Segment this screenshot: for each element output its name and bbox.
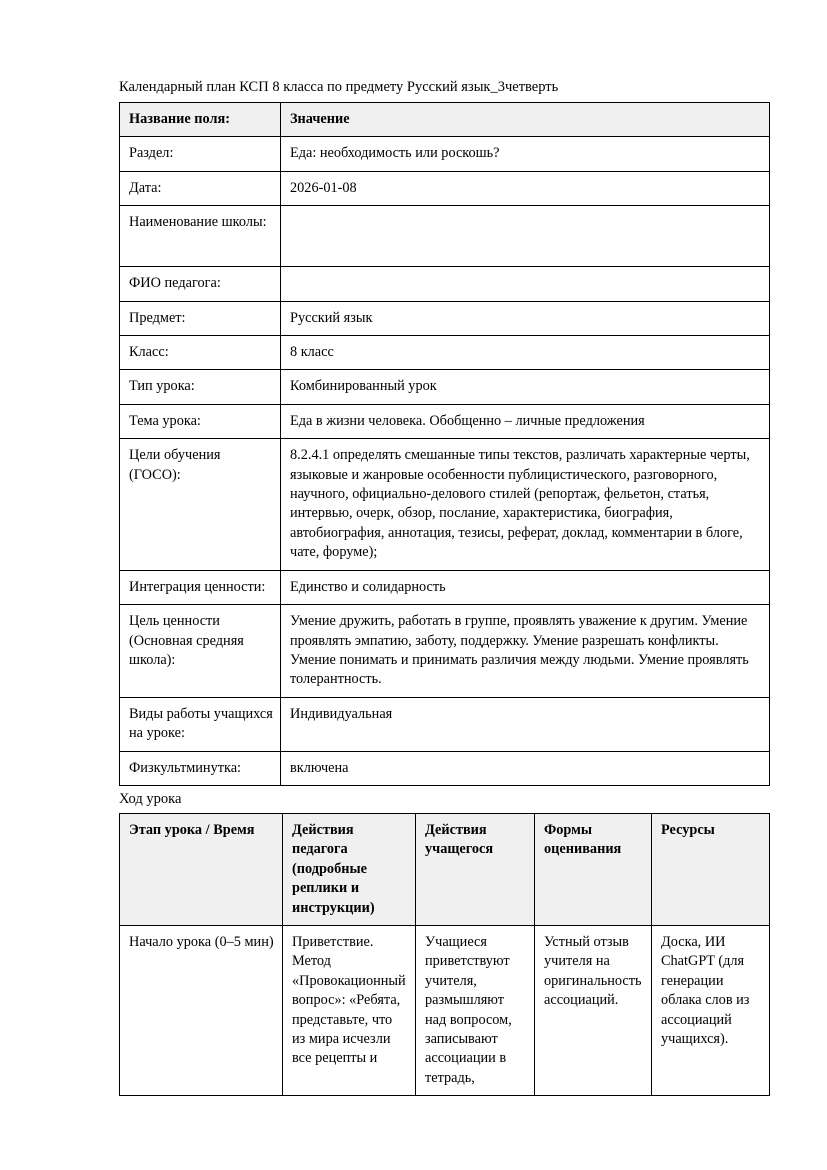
lesson-flow-table [119,813,770,1096]
field-label: Цели обучения (ГОСО): [120,439,281,570]
field-label: Тип урока: [120,370,281,404]
field-label: Дата: [120,171,281,205]
field-label: Цель ценности (Основная средняя школа): [120,605,281,698]
cell-stage: Начало урока (0–5 мин) [120,925,283,1095]
table-row [120,267,770,301]
field-value: 8.2.4.1 определять смешанные типы текстов, различать характерные черты, языковые и жанровые особенности публицистического, разговорного, научного, официально-делового стилей (репортаж, фельетон, статья, интервью, очерк, обзор, послание, характеристика, биография, автобиография, аннотация, тезисы, реферат, доклад, комментарии в блоге, чате, форуме); [281,439,770,570]
field-label: Наименование школы: [120,206,281,267]
table-row [120,570,770,604]
field-label: Интеграция ценности: [120,570,281,604]
field-value: Индивидуальная [281,697,770,751]
page-title: Календарный план КСП 8 класса по предмету Русский язык_3четверть [119,79,559,95]
field-label: Раздел: [120,137,281,171]
table-row [120,301,770,335]
field-label: Тема урока: [120,404,281,438]
field-label: ФИО педагога: [120,267,281,301]
header-cell-value: Значение [281,103,770,137]
table-header-row [120,813,770,925]
lesson-flow-caption: Ход урока [119,790,182,807]
table-row [120,206,770,267]
table-header-row [120,103,770,137]
table-row [120,697,770,751]
table-row [120,751,770,785]
table-row [120,439,770,570]
field-value: включена [281,751,770,785]
field-value: Умение дружить, работать в группе, проявлять уважение к другим. Умение проявлять эмпатию, заботу, поддержку. Умение разрешать конфликты. Умение понимать и принимать различия между людьми. Умение проявлять толерантность. [281,605,770,698]
table-row [120,925,770,1095]
field-label: Виды работы учащихся на уроке: [120,697,281,751]
lesson-fields-table [119,102,770,786]
field-value: 8 класс [281,336,770,370]
field-value [281,206,770,267]
field-value: 2026-01-08 [281,171,770,205]
column-header-assessment-forms: Формы оценивания [535,813,652,925]
table-row [120,336,770,370]
header-cell-field-name: Название поля: [120,103,281,137]
field-value: Русский язык [281,301,770,335]
field-value: Еда: необходимость или роскошь? [281,137,770,171]
table-row [120,137,770,171]
field-value: Комбинированный урок [281,370,770,404]
field-value [281,267,770,301]
field-label: Класс: [120,336,281,370]
column-header-teacher-actions: Действия педагога (подробные реплики и инструкции) [283,813,416,925]
field-value: Еда в жизни человека. Обобщенно – личные предложения [281,404,770,438]
field-label: Физкультминутка: [120,751,281,785]
cell-assessment-forms: Устный отзыв учителя на оригинальность ассоциаций. [535,925,652,1095]
table-row [120,171,770,205]
column-header-resources: Ресурсы [652,813,770,925]
field-value: Единство и солидарность [281,570,770,604]
cell-student-actions: Учащиеся приветствуют учителя, размышляют над вопросом, записывают ассоциации в тетрадь, [416,925,535,1095]
cell-resources: Доска, ИИ ChatGPT (для генерации облака слов из ассоциаций учащихся). [652,925,770,1095]
cell-teacher-actions: Приветствие. Метод «Провокационный вопрос»: «Ребята, представьте, что из мира исчезли все рецепты и [283,925,416,1095]
field-label: Предмет: [120,301,281,335]
table-row [120,605,770,698]
table-row [120,404,770,438]
table-row [120,370,770,404]
column-header-stage: Этап урока / Время [120,813,283,925]
column-header-student-actions: Действия учащегося [416,813,535,925]
